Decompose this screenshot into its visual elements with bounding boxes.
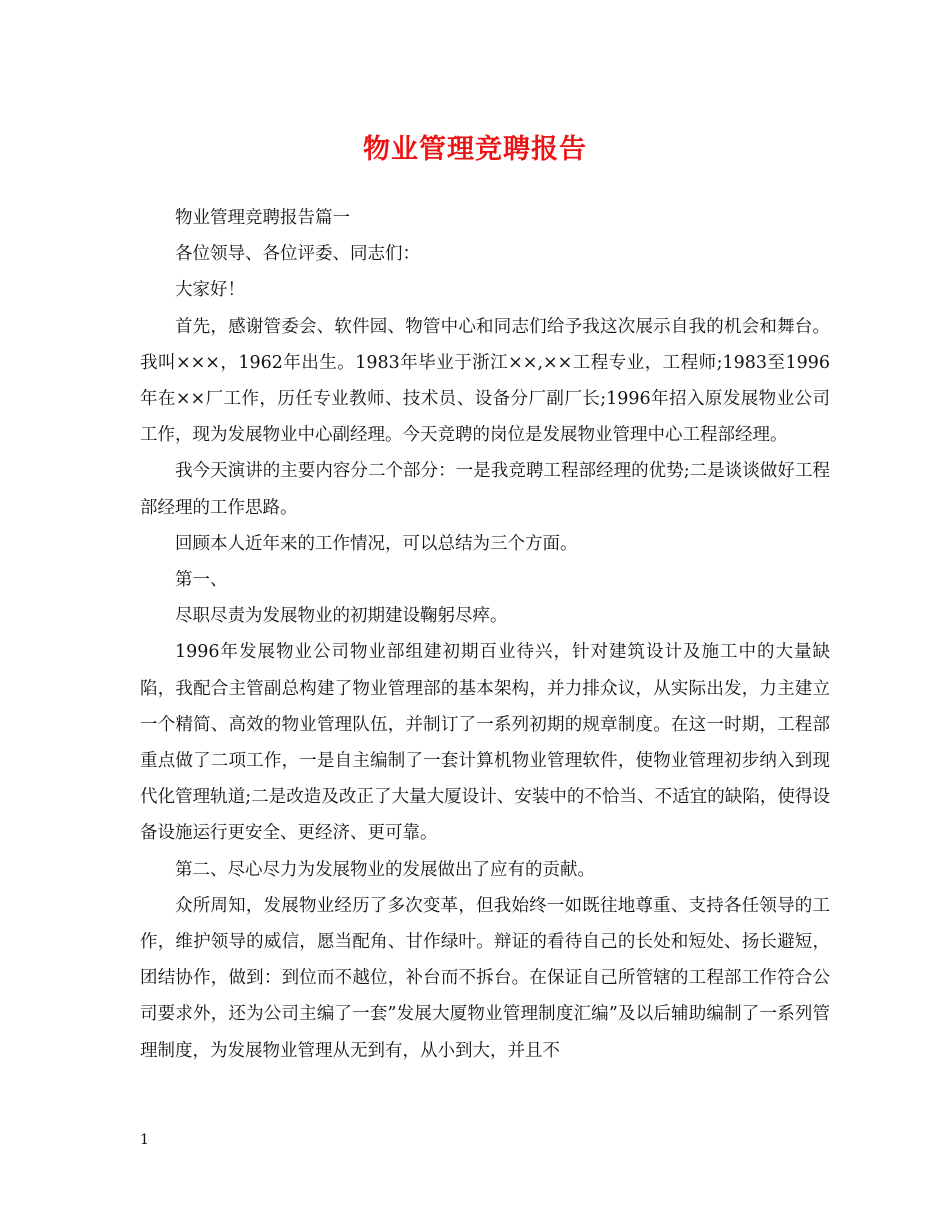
- salutation: 各位领导、各位评委、同志们：: [175, 244, 420, 265]
- section-heading: 物业管理竞聘报告篇一: [175, 208, 350, 228]
- paragraph-outline: 我今天演讲的主要内容分二个部分：一是我竞聘工程部经理的优势;二是谈谈做好工程部经理的工作思路。: [140, 461, 830, 518]
- document-body: [140, 200, 830, 1069]
- paragraph-review: 回顾本人近年来的工作情况，可以总结为三个方面。: [175, 533, 578, 554]
- paragraph-second-detail: 众所周知，发展物业经历了多次变革，但我始终一如既往地尊重、支持各任领导的工作，维护领导的威信，愿当配角、甘作绿叶。辩证的看待自己的长处和短处、扬长避短，团结协作，做到：到位而不越位，补台而不拆台。在保证自己所管辖的工程部工作符合公司要求外，还为公司主编了一套”发展大厦物业管理制度汇编”及以后辅助编制了一系列管理制度，为发展物业管理从无到有，从小到大，并且不: [140, 895, 830, 1061]
- point-second-heading: 第二、尽心尽力为发展物业的发展做出了应有的贡献。: [175, 859, 595, 880]
- greeting: 大家好！: [175, 280, 245, 301]
- page-number: 1: [140, 1132, 149, 1148]
- paragraph-first-detail: 1996年发展物业公司物业部组建初期百业待兴，针对建筑设计及施工中的大量缺陷，我配合主管副总构建了物业管理部的基本架构，并力排众议，从实际出发，力主建立一个精简、高效的物业管理队伍，并制订了一系列初期的规章制度。在这一时期，工程部重点做了二项工作，一是自主编制了一套计算机物业管理软件，使物业管理初步纳入到现代化管理轨道;二是改造及改正了大量大厦设计、安装中的不恰当、不适宜的缺陷，使得设备设施运行更安全、更经济、更可靠。: [140, 642, 830, 844]
- paragraph-introduction: 首先，感谢管委会、软件园、物管中心和同志们给予我这次展示自我的机会和舞台。我叫×××，1962年出生。1983年毕业于浙江××,××工程专业，工程师;1983至1996年在××厂工作，历任专业教师、技术员、设备分厂副厂长;1996年招入原发展物业公司工作，现为发展物业中心副经理。今天竞聘的岗位是发展物业管理中心工程部经理。: [140, 316, 830, 446]
- point-first-heading: 尽职尽责为发展物业的初期建设鞠躬尽瘁。: [175, 606, 508, 627]
- point-first-label: 第一、: [175, 570, 228, 591]
- document-title: 物业管理竞聘报告: [363, 134, 587, 165]
